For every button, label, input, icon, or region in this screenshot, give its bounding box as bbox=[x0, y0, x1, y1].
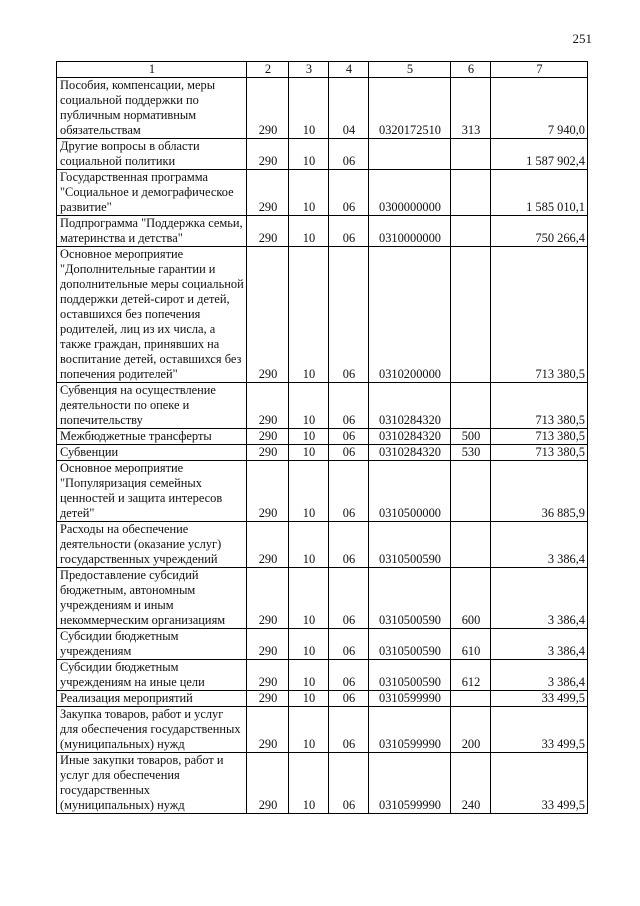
target-article-cell: 0310500590 bbox=[369, 660, 451, 691]
expense-type-cell bbox=[451, 170, 491, 216]
row-name-cell: Другие вопросы в области социальной политики bbox=[57, 139, 247, 170]
header-row bbox=[57, 62, 588, 78]
amount-cell: 33 499,5 bbox=[491, 691, 588, 707]
section-cell: 10 bbox=[289, 660, 329, 691]
gov-code-cell: 290 bbox=[247, 429, 289, 445]
row-name-cell: Основное мероприятие "Дополнительные гарантии и дополнительные меры социальной поддержки детей-сирот и детей, оставшихся без попечения родителей, лиц из их числа, а также граждан, принявших на воспитание детей, оставшихся без попечения родителей" bbox=[57, 247, 247, 383]
subsection-cell: 06 bbox=[329, 170, 369, 216]
amount-cell: 1 587 902,4 bbox=[491, 139, 588, 170]
row-name-cell: Субсидии бюджетным учреждениям на иные цели bbox=[57, 660, 247, 691]
subsection-cell: 06 bbox=[329, 247, 369, 383]
expense-type-cell: 313 bbox=[451, 78, 491, 139]
section-cell: 10 bbox=[289, 629, 329, 660]
subsection-cell: 06 bbox=[329, 522, 369, 568]
row-name-cell: Иные закупки товаров, работ и услуг для обеспечения государственных (муниципальных) нужд bbox=[57, 753, 247, 814]
subsection-cell: 04 bbox=[329, 78, 369, 139]
budget-table bbox=[56, 61, 588, 814]
gov-code-cell: 290 bbox=[247, 707, 289, 753]
expense-type-cell: 600 bbox=[451, 568, 491, 629]
section-cell: 10 bbox=[289, 216, 329, 247]
amount-cell: 3 386,4 bbox=[491, 568, 588, 629]
section-cell: 10 bbox=[289, 753, 329, 814]
target-article-cell: 0310500590 bbox=[369, 522, 451, 568]
row-name-cell: Закупка товаров, работ и услуг для обеспечения государственных (муниципальных) нужд bbox=[57, 707, 247, 753]
table-row bbox=[57, 522, 588, 568]
row-name-cell: Подпрограмма "Поддержка семьи, материнства и детства" bbox=[57, 216, 247, 247]
row-name-cell: Предоставление субсидий бюджетным, автономным учреждениям и иным некоммерческим организациям bbox=[57, 568, 247, 629]
column-header: 3 bbox=[289, 62, 329, 78]
table-row bbox=[57, 445, 588, 461]
amount-cell: 713 380,5 bbox=[491, 445, 588, 461]
subsection-cell: 06 bbox=[329, 445, 369, 461]
row-name-cell: Субвенции bbox=[57, 445, 247, 461]
amount-cell: 7 940,0 bbox=[491, 78, 588, 139]
amount-cell: 713 380,5 bbox=[491, 383, 588, 429]
gov-code-cell: 290 bbox=[247, 170, 289, 216]
target-article-cell: 0310000000 bbox=[369, 216, 451, 247]
expense-type-cell: 612 bbox=[451, 660, 491, 691]
column-header: 6 bbox=[451, 62, 491, 78]
subsection-cell: 06 bbox=[329, 629, 369, 660]
section-cell: 10 bbox=[289, 445, 329, 461]
subsection-cell: 06 bbox=[329, 429, 369, 445]
table-row bbox=[57, 429, 588, 445]
table-row bbox=[57, 461, 588, 522]
gov-code-cell: 290 bbox=[247, 629, 289, 660]
table-row bbox=[57, 707, 588, 753]
table-row bbox=[57, 78, 588, 139]
gov-code-cell: 290 bbox=[247, 753, 289, 814]
target-article-cell: 0310200000 bbox=[369, 247, 451, 383]
expense-type-cell bbox=[451, 247, 491, 383]
subsection-cell: 06 bbox=[329, 691, 369, 707]
subsection-cell: 06 bbox=[329, 753, 369, 814]
section-cell: 10 bbox=[289, 429, 329, 445]
column-header: 4 bbox=[329, 62, 369, 78]
target-article-cell: 0310500000 bbox=[369, 461, 451, 522]
amount-cell: 3 386,4 bbox=[491, 629, 588, 660]
expense-type-cell bbox=[451, 139, 491, 170]
expense-type-cell bbox=[451, 216, 491, 247]
table-row bbox=[57, 383, 588, 429]
table-row bbox=[57, 753, 588, 814]
table-body bbox=[57, 78, 588, 814]
expense-type-cell bbox=[451, 383, 491, 429]
expense-type-cell: 500 bbox=[451, 429, 491, 445]
subsection-cell: 06 bbox=[329, 216, 369, 247]
column-header: 1 bbox=[57, 62, 247, 78]
section-cell: 10 bbox=[289, 522, 329, 568]
expense-type-cell bbox=[451, 522, 491, 568]
target-article-cell: 0310500590 bbox=[369, 629, 451, 660]
table-row bbox=[57, 691, 588, 707]
amount-cell: 713 380,5 bbox=[491, 247, 588, 383]
subsection-cell: 06 bbox=[329, 383, 369, 429]
expense-type-cell bbox=[451, 461, 491, 522]
amount-cell: 750 266,4 bbox=[491, 216, 588, 247]
target-article-cell: 0310599990 bbox=[369, 707, 451, 753]
expense-type-cell: 240 bbox=[451, 753, 491, 814]
section-cell: 10 bbox=[289, 78, 329, 139]
table-row bbox=[57, 139, 588, 170]
section-cell: 10 bbox=[289, 461, 329, 522]
gov-code-cell: 290 bbox=[247, 568, 289, 629]
amount-cell: 1 585 010,1 bbox=[491, 170, 588, 216]
amount-cell: 3 386,4 bbox=[491, 660, 588, 691]
row-name-cell: Субсидии бюджетным учреждениям bbox=[57, 629, 247, 660]
expense-type-cell bbox=[451, 691, 491, 707]
section-cell: 10 bbox=[289, 691, 329, 707]
target-article-cell: 0310284320 bbox=[369, 445, 451, 461]
amount-cell: 33 499,5 bbox=[491, 753, 588, 814]
gov-code-cell: 290 bbox=[247, 445, 289, 461]
subsection-cell: 06 bbox=[329, 139, 369, 170]
target-article-cell: 0310500590 bbox=[369, 568, 451, 629]
expense-type-cell: 530 bbox=[451, 445, 491, 461]
gov-code-cell: 290 bbox=[247, 78, 289, 139]
gov-code-cell: 290 bbox=[247, 383, 289, 429]
section-cell: 10 bbox=[289, 568, 329, 629]
target-article-cell: 0310284320 bbox=[369, 383, 451, 429]
gov-code-cell: 290 bbox=[247, 139, 289, 170]
subsection-cell: 06 bbox=[329, 660, 369, 691]
column-header: 7 bbox=[491, 62, 588, 78]
amount-cell: 713 380,5 bbox=[491, 429, 588, 445]
table-row bbox=[57, 629, 588, 660]
gov-code-cell: 290 bbox=[247, 461, 289, 522]
table-row bbox=[57, 247, 588, 383]
row-name-cell: Пособия, компенсации, меры социальной поддержки по публичным нормативным обязательствам bbox=[57, 78, 247, 139]
row-name-cell: Расходы на обеспечение деятельности (оказание услуг) государственных учреждений bbox=[57, 522, 247, 568]
target-article-cell: 0310599990 bbox=[369, 691, 451, 707]
section-cell: 10 bbox=[289, 247, 329, 383]
section-cell: 10 bbox=[289, 383, 329, 429]
gov-code-cell: 290 bbox=[247, 660, 289, 691]
row-name-cell: Основное мероприятие "Популяризация семейных ценностей и защита интересов детей" bbox=[57, 461, 247, 522]
row-name-cell: Субвенция на осуществление деятельности по опеке и попечительству bbox=[57, 383, 247, 429]
row-name-cell: Реализация мероприятий bbox=[57, 691, 247, 707]
amount-cell: 3 386,4 bbox=[491, 522, 588, 568]
table-row bbox=[57, 568, 588, 629]
target-article-cell: 0300000000 bbox=[369, 170, 451, 216]
target-article-cell: 0310284320 bbox=[369, 429, 451, 445]
gov-code-cell: 290 bbox=[247, 522, 289, 568]
table-row bbox=[57, 660, 588, 691]
subsection-cell: 06 bbox=[329, 707, 369, 753]
expense-type-cell: 200 bbox=[451, 707, 491, 753]
section-cell: 10 bbox=[289, 707, 329, 753]
target-article-cell: 0320172510 bbox=[369, 78, 451, 139]
column-header: 2 bbox=[247, 62, 289, 78]
amount-cell: 33 499,5 bbox=[491, 707, 588, 753]
column-header: 5 bbox=[369, 62, 451, 78]
subsection-cell: 06 bbox=[329, 568, 369, 629]
target-article-cell bbox=[369, 139, 451, 170]
gov-code-cell: 290 bbox=[247, 216, 289, 247]
row-name-cell: Государственная программа "Социальное и демографическое развитие" bbox=[57, 170, 247, 216]
gov-code-cell: 290 bbox=[247, 691, 289, 707]
target-article-cell: 0310599990 bbox=[369, 753, 451, 814]
amount-cell: 36 885,9 bbox=[491, 461, 588, 522]
page-number: 251 bbox=[572, 31, 592, 46]
table-row bbox=[57, 216, 588, 247]
section-cell: 10 bbox=[289, 139, 329, 170]
expense-type-cell: 610 bbox=[451, 629, 491, 660]
row-name-cell: Межбюджетные трансферты bbox=[57, 429, 247, 445]
gov-code-cell: 290 bbox=[247, 247, 289, 383]
subsection-cell: 06 bbox=[329, 461, 369, 522]
section-cell: 10 bbox=[289, 170, 329, 216]
table-row bbox=[57, 170, 588, 216]
